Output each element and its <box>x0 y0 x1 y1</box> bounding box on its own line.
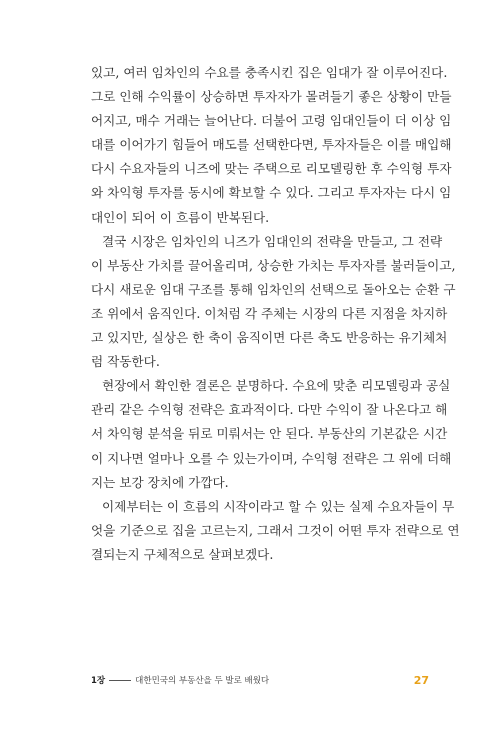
text-line: 이 지나면 얼마나 오를 수 있는가이며, 수익형 전략은 그 위에 더해 <box>91 450 452 466</box>
text-line: 관리 같은 수익형 전략은 효과적이다. 다만 수익이 잘 나온다고 해 <box>91 402 448 418</box>
text-line: 서 차익형 분석을 뒤로 미뤄서는 안 된다. 부동산의 기본값은 시간 <box>91 426 448 442</box>
text-line: 와 차익형 투자를 동시에 확보할 수 있다. 그리고 투자자는 다시 임 <box>91 185 452 201</box>
chapter-divider <box>109 680 131 681</box>
text-line: 어지고, 매수 거래는 늘어난다. 더불어 고령 임대인들이 더 이상 임 <box>91 113 452 129</box>
text-line: 지는 보강 장치에 가깝다. <box>91 474 229 490</box>
text-line: 그로 인해 수익률이 상승하면 투자자가 몰려들기 좋은 상황이 만들 <box>91 89 452 105</box>
chapter-number: 1장 <box>91 676 106 686</box>
text-line: 대를 이어가기 힘들어 매도를 선택한다면, 투자자들은 이를 매입해 <box>91 137 452 153</box>
text-line: 이 부동산 가치를 끌어올리며, 상승한 가치는 투자자를 불러들이고, <box>91 257 456 273</box>
text-line: 조 위에서 움직인다. 이처럼 각 주체는 시장의 다른 지점을 차지하 <box>91 305 448 321</box>
text-line: 엇을 기준으로 집을 고르는지, 그래서 그것이 어떤 투자 전략으로 연 <box>91 522 460 538</box>
text-line: 럼 작동한다. <box>91 354 160 370</box>
page-footer <box>91 672 429 688</box>
text-line: 이제부터는 이 흐름의 시작이라고 할 수 있는 실제 수요자들이 무 <box>102 498 455 514</box>
text-line: 다시 수요자들의 니즈에 맞는 주택으로 리모델링한 후 수익형 투자 <box>91 161 452 177</box>
text-line: 대인이 되어 이 흐름이 반복된다. <box>91 209 270 225</box>
text-line: 다시 새로운 임대 구조를 통해 임차인의 선택으로 돌아오는 순환 구 <box>91 281 456 297</box>
text-line: 있고, 여러 임차인의 수요를 충족시킨 집은 임대가 잘 이루어진다. <box>91 65 448 80</box>
text-line: 결되는지 구체적으로 살펴보겠다. <box>91 546 274 562</box>
body-text <box>91 61 460 567</box>
page-number: 27 <box>413 673 429 687</box>
chapter-title: 대한민국의 부동산을 두 발로 배웠다 <box>135 676 270 686</box>
text-line: 현장에서 확인한 결론은 분명하다. 수요에 맞춘 리모델링과 공실 <box>102 378 451 394</box>
text-line: 고 있지만, 실상은 한 축이 움직이면 다른 축도 반응하는 유기체처 <box>91 330 448 346</box>
text-line: 결국 시장은 임차인의 니즈가 임대인의 전략을 만들고, 그 전략 <box>102 233 443 249</box>
